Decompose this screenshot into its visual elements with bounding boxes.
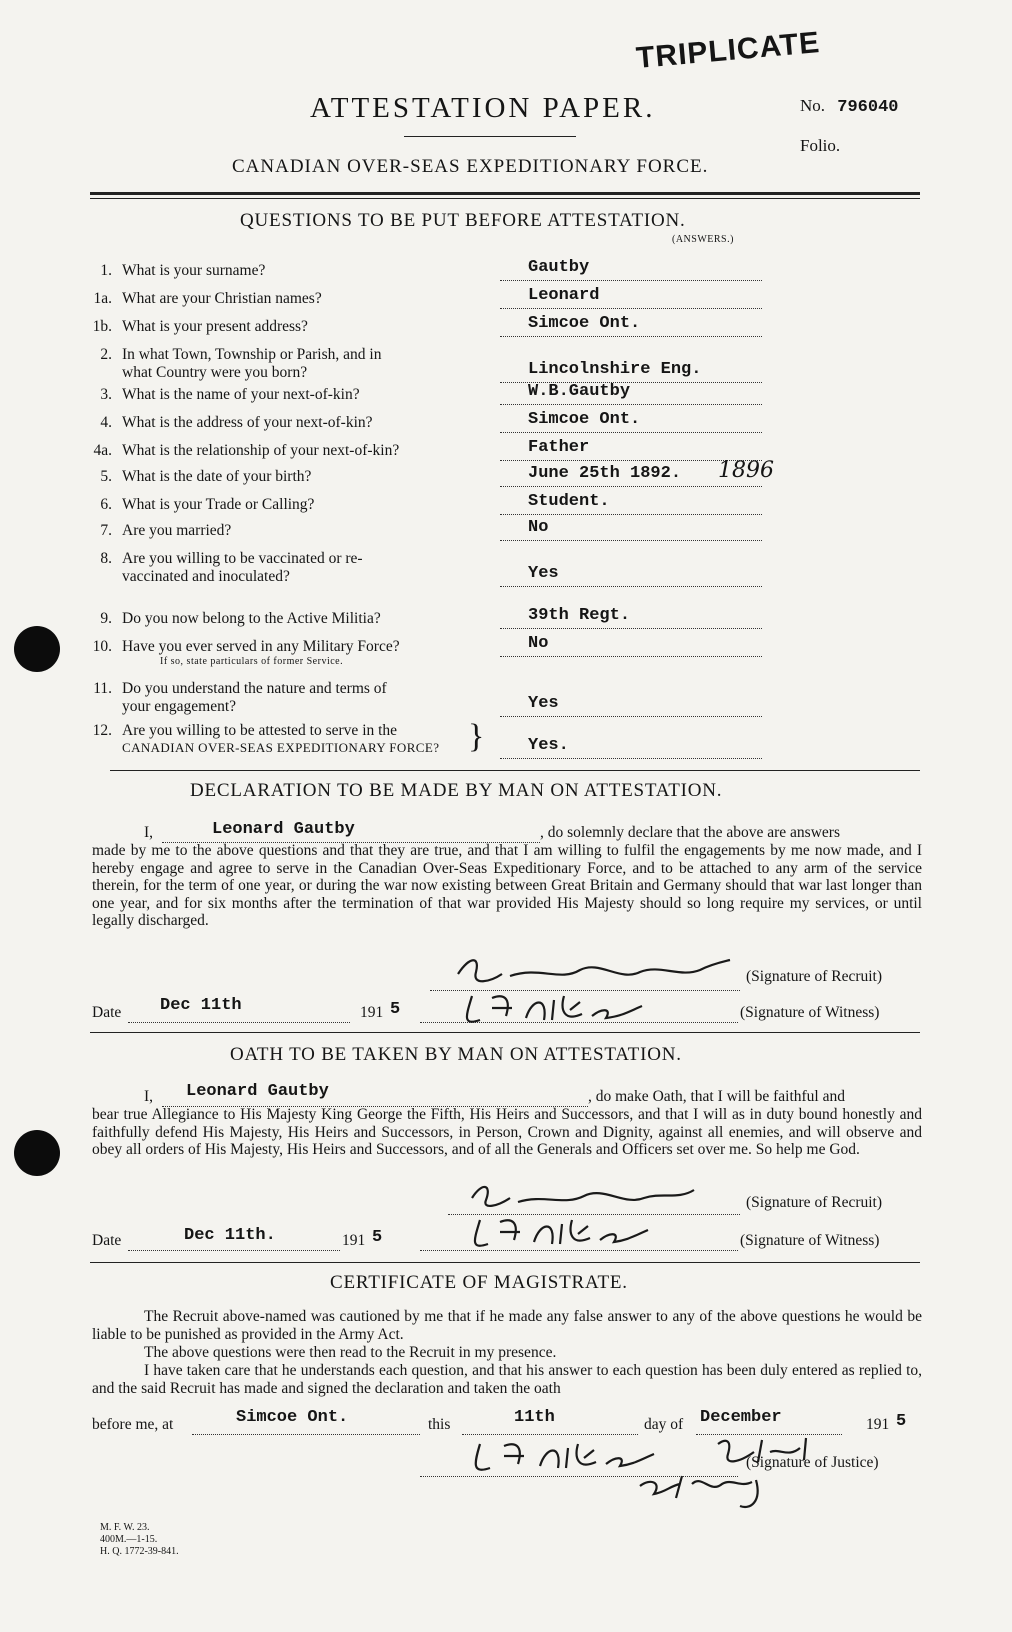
- punch-hole-bottom: [14, 1130, 60, 1176]
- declaration-witness-signature: [452, 986, 712, 1030]
- question-number: 2.: [100, 346, 112, 363]
- question-text-continued: CANADIAN OVER-SEAS EXPEDITIONARY FORCE?: [122, 740, 440, 755]
- certificate-place-line: [192, 1434, 420, 1435]
- question-text: What is the date of your birth?: [122, 468, 312, 485]
- question-answer: Yes: [528, 694, 559, 713]
- question-number: 1.: [100, 262, 112, 279]
- question-number: 1a.: [93, 290, 112, 307]
- question-number: 5.: [100, 468, 112, 485]
- declaration-year-prefix: 191: [360, 1004, 384, 1021]
- question-answer: Lincolnshire Eng.: [528, 360, 702, 379]
- question-text: Are you willing to be attested to serve in the: [122, 722, 398, 739]
- question-answer: No: [528, 518, 549, 537]
- question-answer: Student.: [528, 492, 610, 511]
- question-number: 12.: [92, 722, 112, 739]
- footer-line-1: M. F. W. 23.: [100, 1522, 150, 1533]
- declaration-date-value: Dec 11th: [160, 996, 242, 1015]
- answer-line: [500, 758, 762, 759]
- declaration-name: Leonard Gautby: [212, 820, 355, 839]
- footer-line-3: H. Q. 1772-39-841.: [100, 1546, 179, 1557]
- certificate-heading: CERTIFICATE OF MAGISTRATE.: [330, 1272, 628, 1293]
- answer-line: [500, 308, 762, 309]
- certificate-sig-justice-label: (Signature of Justice): [746, 1454, 879, 1471]
- question-number: 1b.: [92, 318, 112, 335]
- question-answer: Yes: [528, 564, 559, 583]
- question-answer: Leonard: [528, 286, 600, 305]
- question-text: What is the relationship of your next-of-kin?: [122, 442, 400, 459]
- question-text: What is your Trade or Calling?: [122, 496, 315, 513]
- header-rule-2: [90, 198, 920, 199]
- question-text: Have you ever served in any Military Force?: [122, 638, 400, 655]
- answers-label: (ANSWERS.): [672, 234, 734, 245]
- oath-year-suffix: 5: [372, 1228, 383, 1247]
- question-text: What is your present address?: [122, 318, 308, 335]
- folio-label: Folio.: [800, 136, 841, 155]
- question-answer: No: [528, 634, 549, 653]
- question-text: What is the name of your next-of-kin?: [122, 386, 360, 403]
- declaration-end-rule: [90, 1032, 920, 1033]
- oath-sig-witness-label: (Signature of Witness): [740, 1232, 880, 1249]
- certificate-paragraph-2: The above questions were then read to the Recruit in my presence.: [144, 1344, 557, 1361]
- questions-end-rule: [110, 770, 920, 771]
- certificate-year-prefix: 191: [866, 1416, 890, 1433]
- certificate-place: Simcoe Ont.: [236, 1408, 349, 1427]
- oath-date-value: Dec 11th.: [184, 1226, 276, 1245]
- oath-date-label: Date: [92, 1232, 122, 1249]
- question-text-continued: what Country were you born?: [122, 364, 308, 381]
- oath-body: bear true Allegiance to His Majesty King George the Fifth, His Heirs and Successors, and that I will as in duty bound honestly and faithfully defend His Majesty, His Heirs and Successors, in Person, Crown and Dignity, against all enemies, and will observe and obey all orders of His Majesty, His Heirs and Successors, and of all the Generals and Officers set over me. So help me God.: [92, 1106, 922, 1158]
- oath-name: Leonard Gautby: [186, 1082, 329, 1101]
- certificate-paragraph-1: The Recruit above-named was cautioned by me that if he made any false answer to any of the above questions he would be liable to be punished as provided in the Army Act.: [92, 1308, 922, 1343]
- declaration-i: I,: [144, 824, 154, 841]
- regimental-no-value: 796040: [837, 98, 899, 117]
- birth-year-correction: 1896: [718, 458, 774, 483]
- question-answer: Father: [528, 438, 590, 457]
- question-answer: Yes.: [528, 736, 569, 755]
- declaration-body: made by me to the above questions and that they are true, and that I am willing to fulfil the engagements by me now made, and I hereby engage and agree to serve in the Canadian Over-Seas Expeditionary Force, and to be attached to any arm of the service therein, for the term of one year, or during the war now existing between Great Britain and Germany should that war last longer than one year, and for six months after the termination of that war provided His Majesty should so long require my services, or until legally discharged.: [92, 842, 922, 929]
- oath-heading: OATH TO BE TAKEN BY MAN ON ATTESTATION.: [230, 1044, 682, 1065]
- certificate-paragraph-3: I have taken care that he understands each question, and that his answer to each question has been duly entered as replied to, and the said Recruit has made and signed the declaration and taken the oath: [92, 1362, 922, 1397]
- declaration-date-label: Date: [92, 1004, 122, 1021]
- question-text: Are you married?: [122, 522, 232, 539]
- question-number: 4.: [100, 414, 112, 431]
- question-text: What are your Christian names?: [122, 290, 322, 307]
- certificate-day-value: 11th: [514, 1408, 555, 1427]
- regimental-no-label: No. 796040: [800, 96, 899, 117]
- document-subtitle: CANADIAN OVER-SEAS EXPEDITIONARY FORCE.: [232, 156, 709, 177]
- declaration-year-suffix: 5: [390, 1000, 401, 1019]
- question-answer: Simcoe Ont.: [528, 314, 641, 333]
- question-number: 6.: [100, 496, 112, 513]
- question-text: Do you now belong to the Active Militia?: [122, 610, 381, 627]
- answer-line: [500, 586, 762, 587]
- question-text: In what Town, Township or Parish, and in: [122, 346, 382, 363]
- answer-line: [500, 404, 762, 405]
- question-note: If so, state particulars of former Service.: [160, 656, 344, 667]
- oath-year-prefix: 191: [342, 1232, 366, 1249]
- question-answer: June 25th 1892.: [528, 464, 682, 483]
- form-footer: [100, 1522, 179, 1558]
- answer-line: [500, 486, 762, 487]
- oath-sig-recruit-label: (Signature of Recruit): [746, 1194, 883, 1211]
- triplicate-stamp: TRIPLICATE: [634, 26, 822, 75]
- declaration-sig-witness-label: (Signature of Witness): [740, 1004, 880, 1021]
- brace-icon: }: [468, 718, 485, 755]
- declaration-date-line: [128, 1022, 350, 1023]
- question-text-continued: vaccinated and inoculated?: [122, 568, 290, 585]
- declaration-text-after-name: , do solemnly declare that the above are answers: [540, 824, 840, 841]
- question-answer: 39th Regt.: [528, 606, 631, 625]
- question-answer: Gautby: [528, 258, 590, 277]
- question-number: 8.: [100, 550, 112, 567]
- declaration-heading: DECLARATION TO BE MADE BY MAN ON ATTESTATION.: [190, 780, 723, 801]
- question-number: 4a.: [93, 442, 112, 459]
- declaration-sig-recruit-label: (Signature of Recruit): [746, 968, 883, 985]
- certificate-month-value: December: [700, 1408, 782, 1427]
- questions-heading: QUESTIONS TO BE PUT BEFORE ATTESTATION.: [240, 210, 686, 231]
- oath-text-after-name: , do make Oath, that I will be faithful and: [588, 1088, 845, 1105]
- answer-line: [500, 514, 762, 515]
- oath-end-rule: [90, 1262, 920, 1263]
- question-answer: W.B.Gautby: [528, 382, 631, 401]
- document-title: ATTESTATION PAPER.: [310, 92, 656, 124]
- question-answer: Simcoe Ont.: [528, 410, 641, 429]
- certificate-year-suffix: 5: [896, 1412, 907, 1431]
- question-number: 10.: [92, 638, 112, 655]
- oath-date-line: [128, 1250, 340, 1251]
- certificate-this-label: this: [428, 1416, 451, 1433]
- question-number: 7.: [100, 522, 112, 539]
- question-text: Do you understand the nature and terms of: [122, 680, 387, 697]
- certificate-before-me-at: before me, at: [92, 1416, 174, 1433]
- answer-line: [500, 280, 762, 281]
- answer-line: [500, 628, 762, 629]
- footer-line-2: 400M.—1-15.: [100, 1534, 158, 1545]
- answer-line: [500, 716, 762, 717]
- question-text: What is your surname?: [122, 262, 266, 279]
- question-number: 11.: [93, 680, 112, 697]
- answer-line: [500, 656, 762, 657]
- title-underline: [404, 136, 576, 137]
- question-number: 3.: [100, 386, 112, 403]
- question-number: 9.: [100, 610, 112, 627]
- question-text-continued: your engagement?: [122, 698, 237, 715]
- punch-hole-top: [14, 626, 60, 672]
- oath-witness-signature: [462, 1210, 702, 1254]
- answer-line: [500, 432, 762, 433]
- certificate-justice-signature: [470, 1432, 890, 1512]
- answer-line: [500, 336, 762, 337]
- question-text: What is the address of your next-of-kin?: [122, 414, 373, 431]
- answer-line: [500, 540, 762, 541]
- header-rule-1: [90, 192, 920, 195]
- question-text: Are you willing to be vaccinated or re-: [122, 550, 363, 567]
- oath-i: I,: [144, 1088, 154, 1105]
- certificate-day-of-label: day of: [644, 1416, 684, 1433]
